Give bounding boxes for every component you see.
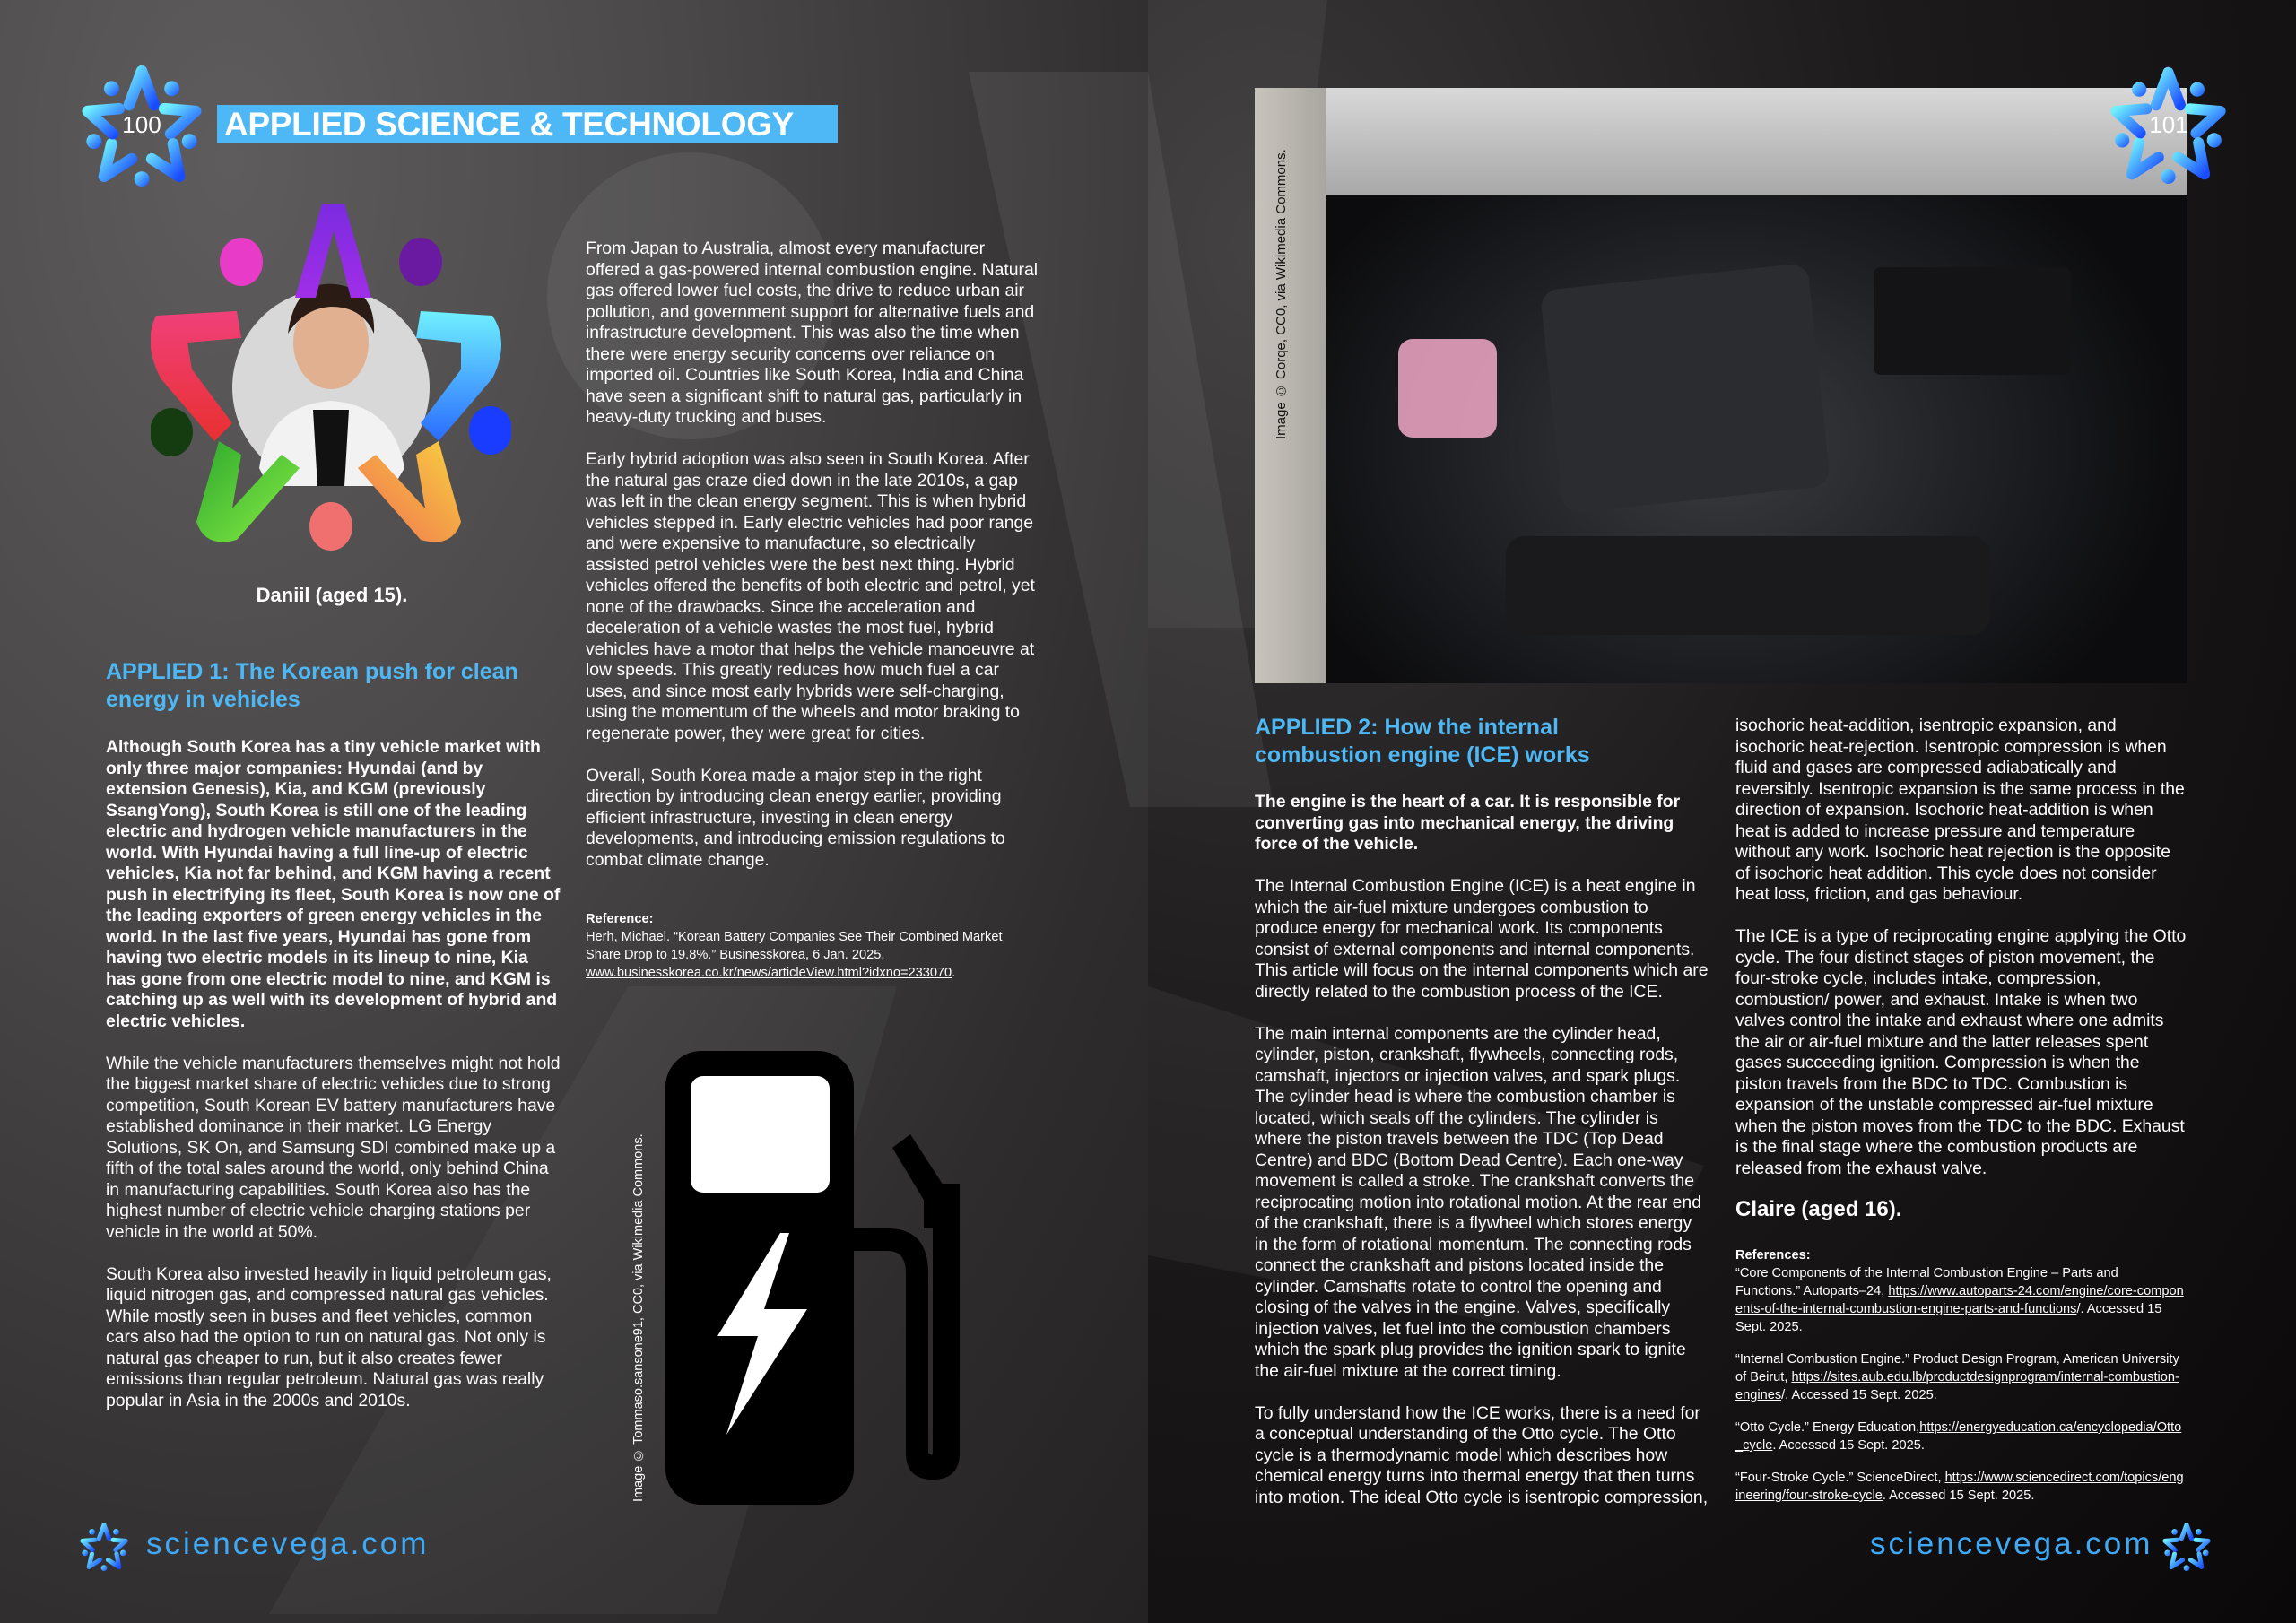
article-heading: APPLIED 2: How the internal combustion engine (ICE) works: [1255, 715, 1590, 768]
reference-link[interactable]: www.businesskorea.co.kr/news/articleView.html?idxno=233070: [586, 966, 952, 980]
footer-website[interactable]: sciencevega.com: [146, 1526, 430, 1561]
section-title-banner: APPLIED SCIENCE & TECHNOLOGY: [217, 105, 838, 143]
reference-link[interactable]: https://www.autoparts-24.com/engine/core-components-of-the-internal-combustion-engine-parts-and-functions: [1735, 1284, 2184, 1316]
engine-image-credit: Image © Corqe, CC0, via Wikimedia Commons.: [1274, 149, 1289, 439]
reference-link[interactable]: https://sites.aub.edu.lb/productdesignprogram/internal-combustion-engines: [1735, 1370, 2179, 1402]
paragraph: Overall, South Korea made a major step in the right direction by introducing clean energy earlier, providing efficient infrastructure, investing in clean energy developments, and introducing emission regulations to combat climate change.: [586, 765, 1005, 870]
reference-link[interactable]: https://www.sciencedirect.com/topics/engineering/four-stroke-cycle: [1735, 1471, 2184, 1503]
reference-text: Herh, Michael. “Korean Battery Companies See Their Combined Market Share Drop to 19.8%.” Businesskorea, 6 Jan. 2025,: [586, 930, 1003, 962]
reference-text: “Otto Cycle.” Energy Education,: [1735, 1420, 1920, 1435]
references: [1735, 1246, 2184, 1519]
reference-text: . Accessed 15 Sept. 2025.: [1772, 1438, 1925, 1453]
paragraph: The main internal components are the cylinder head, cylinder, piston, crankshaft, flywheels, connecting rods, camshaft, injectors or injection valves, and spark plugs. The cylinder head is where the combustion chamber is located, which seals off the cylinders. The cylinder is where the piston travels between the TDC (Top Dead Centre) and BDC (Bottom Dead Centre). Each one-way movement is called a stroke. The crankshaft converts the reciprocating motion into rotational motion. At the rear end of the crankshaft, there is a flywheel which stores energy in the form of rotational momentum. The connecting rods connect the crankshaft and pistons located inside the cylinder. Camshafts rotate to control the opening and closing of the valves in the engine. Valves, specifically injection valves, let fuel into the combustion chambers which the spark plug provides the ignition spark to ignite the air-fuel mixture at the correct timing.: [1255, 1023, 1701, 1381]
paragraph: From Japan to Australia, almost every manufacturer offered a gas-powered internal combustion engine. Natural gas offered lower fuel costs, the drive to reduce urban air pollution, and government support for alternative fuels and infrastructure development. This was also the time when there were energy security concerns over reliance on imported oil. Countries like South Korea, India and China have seen a significant shift to natural gas, particularly in heavy-duty trucking and buses.: [586, 239, 1039, 427]
middle-column: [586, 239, 1039, 892]
author-portrait: [151, 199, 511, 558]
paragraph: isochoric heat-addition, isentropic expansion, and isochoric heat-rejection. Isentropic compression is when fluid and gases are compressed adiabatically and reversibly. Isentropic expansion is the same process in the direction of expansion. Isochoric heat-addition is when heat is added to increase pressure and temperature without any work. Isochoric heat rejection is the opposite of isochoric heat addition. This cycle does not consider heat loss, friction, and gas behaviour.: [1735, 716, 2185, 904]
intro-paragraph: The engine is the heart of a car. It is responsible for converting gas into mechanical energy, the driving force of the vehicle.: [1255, 792, 1681, 854]
page-number: 101: [2149, 111, 2188, 138]
author-caption: Daniil (aged 15).: [256, 584, 408, 606]
footer-star-logo-icon: [79, 1521, 129, 1571]
paragraph: To fully understand how the ICE works, there is a need for a conceptual understanding of the Otto cycle. The Otto cycle is a thermodynamic model which describes how chemical energy turns into thermal energy that then turns into motion. The ideal Otto cycle is isentropic compression,: [1255, 1402, 1709, 1507]
left-column: [106, 737, 561, 1433]
engine-photo: [1255, 88, 2187, 683]
references-label: References:: [1735, 1248, 1811, 1263]
image-credit: Image © Tommaso.sansone91, CC0, via Wikimedia Commons.: [631, 1133, 646, 1502]
right-column-1: [1255, 792, 1709, 1530]
footer-star-logo-icon: [2161, 1521, 2212, 1571]
paragraph: The Internal Combustion Engine (ICE) is a heat engine in which the air-fuel mixture undergoes combustion to produce energy for mechanical work. Its components consist of external components and internal components. This article will focus on the internal components which are directly related to the combustion process of the ICE.: [1255, 876, 1709, 1002]
page-number: 100: [122, 111, 161, 138]
reference-text: “Core Components of the Internal Combustion Engine – Parts and Functions.” Autoparts–24,: [1735, 1266, 2118, 1298]
footer-website[interactable]: sciencevega.com: [1870, 1526, 2153, 1561]
reference-text: /. Accessed 15 Sept. 2025.: [1781, 1388, 1937, 1402]
paragraph: The ICE is a type of reciprocating engine applying the Otto cycle. The four distinct stages of piston movement, the four-stroke cycle, includes intake, compression, combustion/ power, and exhaust. Intake is when two valves control the intake and exhaust where one admits the air or air-fuel mixture and the latter releases spent gases succeeding ignition. Compression is when the piston travels from the BDC to TDC. Combustion is expansion of the unstable compressed air-fuel mixture when the piston moves from the TDC to the BDC. Exhaust is the final stage where the combustion products are released from the exhaust valve.: [1735, 926, 2187, 1178]
reference-item: [1735, 1469, 2184, 1505]
paragraph: Early hybrid adoption was also seen in South Korea. After the natural gas craze died down in the late 2010s, a gap was left in the clean energy segment. This is when hybrid vehicles stepped in. Early electric vehicles had poor range and were expensive to manufacture, so electrically assisted petrol vehicles were the best next thing. Hybrid vehicles offered the benefits of both electric and petrol, yet none of the drawbacks. Since the acceleration and deceleration of a vehicle wastes the most fuel, hybrid vehicles have a motor that helps the vehicle manoeuvre at low speeds. This greatly reduces how much fuel a car uses, and since most early hybrids were self-charging, using the momentum of the wheels and motor braking to regenerate power, they were great for cities.: [586, 449, 1035, 743]
reference-item: [1735, 1350, 2184, 1404]
fuel-pump-lightning-icon: [664, 1049, 987, 1506]
right-column-2: [1735, 716, 2189, 1201]
reference-item: [1735, 1264, 2184, 1336]
intro-paragraph: Although South Korea has a tiny vehicle market with only three major companies: Hyundai (and by extension Genesis), Kia, and KGM (previously SsangYong), South Korea is still one of the leading electric and hydrogen vehicle manufacturers in the world. With Hyundai having a full line-up of electric vehicles, Kia not far behind, and KGM having a recent push in electrifying its fleet, South Korea is now one of the leading exporters of green energy vehicles in the world. In the last five years, Hyundai has gone from having two electric models in its lineup to nine, Kia has gone from one electric model to nine, and KGM is catching up as well with its development of hybrid and electric vehicles.: [106, 737, 561, 1031]
reference-post: .: [952, 966, 956, 980]
reference-text: “Four-Stroke Cycle.” ScienceDirect,: [1735, 1471, 1945, 1485]
paragraph: While the vehicle manufacturers themselves might not hold the biggest market share of electric vehicles due to strong competition, South Korean EV battery manufacturers have established dominance in their market. LG Energy Solutions, SK On, and Samsung SDI combined make up a fifth of the total sales around the world, only behind China in manufacturing capabilities. South Korea also has the highest number of electric vehicle charging stations per vehicle in the world at 50%.: [106, 1053, 561, 1242]
article-heading: APPLIED 1: The Korean push for clean energy in vehicles: [106, 659, 518, 712]
reference-text: “Internal Combustion Engine.” Product Design Program, American University of Beirut,: [1735, 1352, 2179, 1384]
reference: [586, 910, 1034, 982]
reference-item: [1735, 1419, 2184, 1454]
reference-link[interactable]: https://energyeducation.ca/encyclopedia/Otto_cycle: [1735, 1420, 2182, 1453]
paragraph: South Korea also invested heavily in liquid petroleum gas, liquid nitrogen gas, and compressed natural gas vehicles. While mostly seen in buses and fleet vehicles, common cars also had the option to run on natural gas. Not only is natural gas cheaper to run, but it also creates fewer emissions than regular petroleum. Natural gas was really popular in Asia in the 2000s and 2010s.: [106, 1263, 552, 1410]
reference-text: . Accessed 15 Sept. 2025.: [1882, 1488, 2035, 1503]
reference-text: /. Accessed 15 Sept. 2025.: [1735, 1302, 2162, 1334]
reference-label: Reference:: [586, 912, 654, 926]
author-caption: Claire (aged 16).: [1735, 1197, 1902, 1221]
